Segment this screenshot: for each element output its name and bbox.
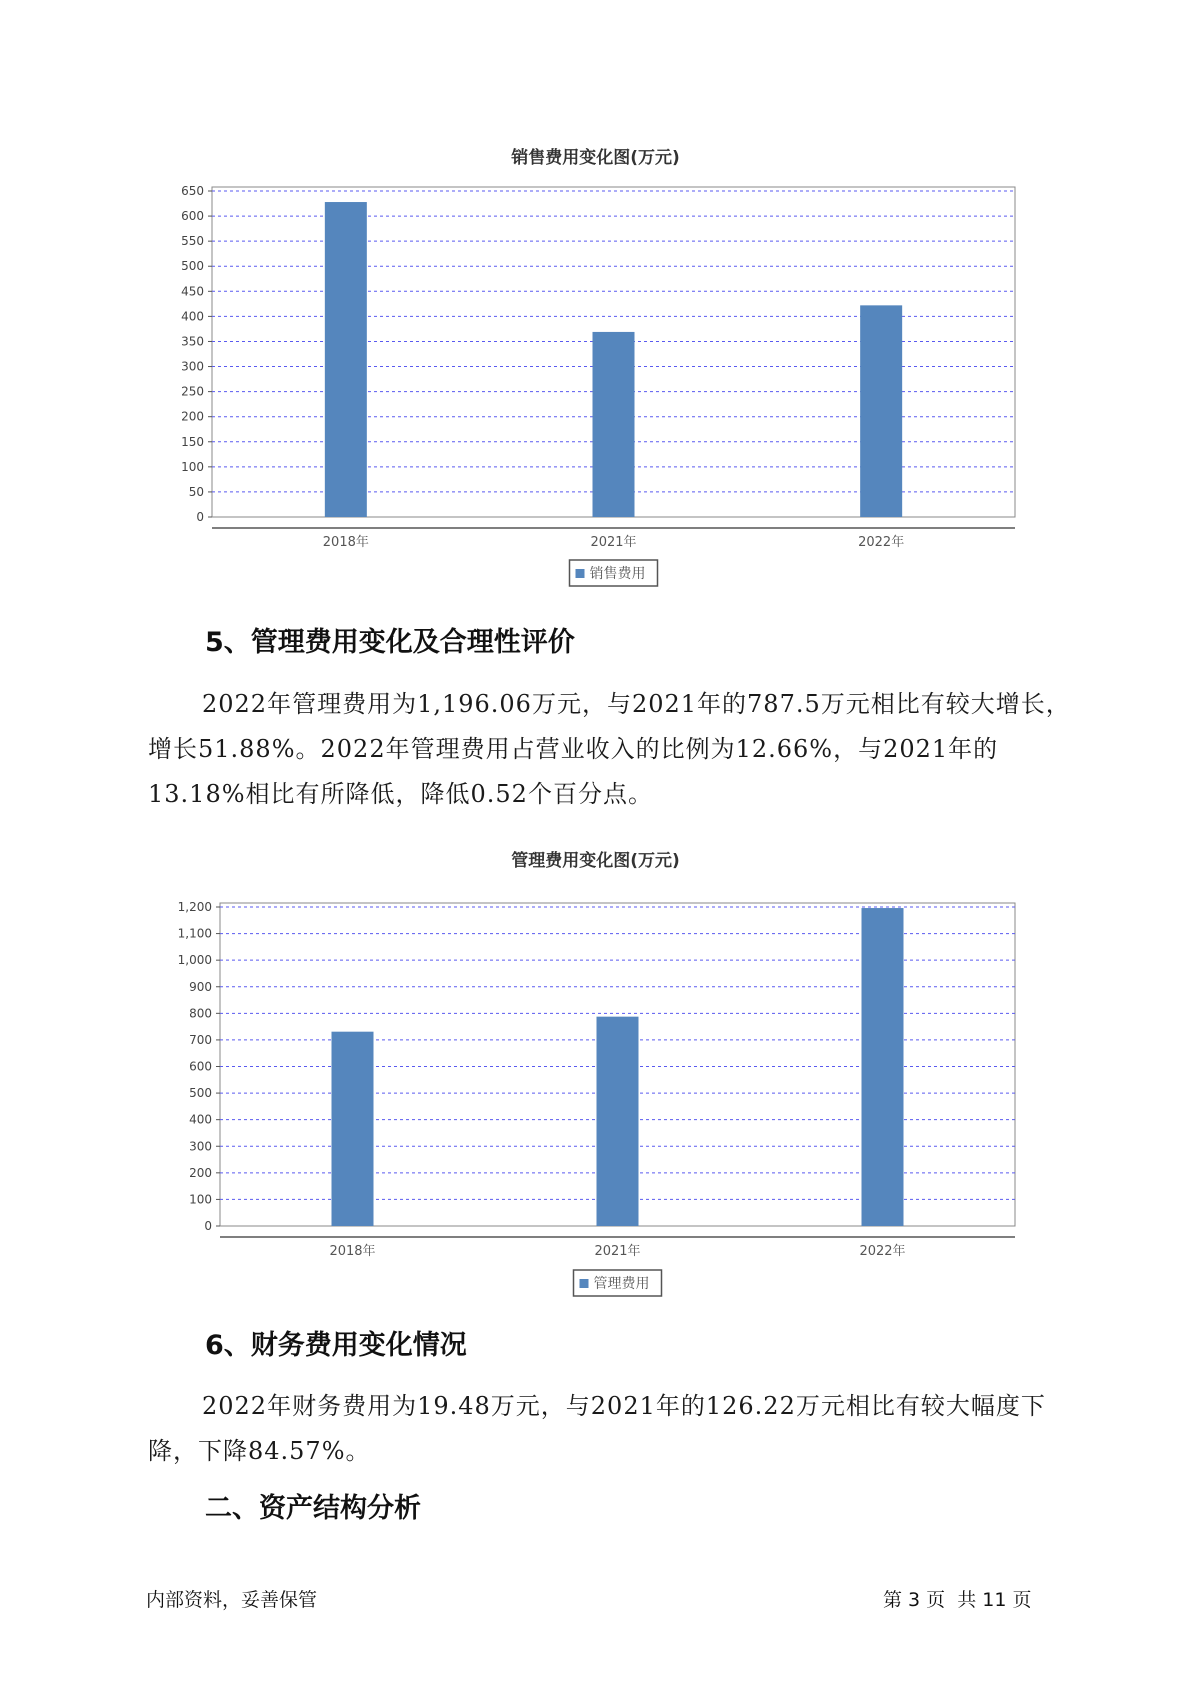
chart-title-sales: 销售费用变化图(万元) bbox=[511, 148, 680, 168]
bar-2021年 bbox=[597, 1017, 639, 1226]
bar-2018年 bbox=[332, 1032, 374, 1226]
footer-page-number: 第 3 页 共 11 页 bbox=[883, 1589, 1032, 1611]
x-tick-label: 2021年 bbox=[594, 1244, 641, 1259]
x-tick-label: 2022年 bbox=[859, 1244, 906, 1259]
y-tick-label: 1,200 bbox=[177, 900, 212, 914]
section-5-paragraph: 2022年管理费用为1,196.06万元，与2021年的787.5万元相比有较大增长，增长51.88%。2022年管理费用占营业收入的比例为12.66%，与2021年的13.18%相比有所降低，降低0.52个百分点。 bbox=[148, 690, 1071, 808]
y-tick-label: 1,100 bbox=[177, 926, 212, 941]
y-tick-label: 400 bbox=[189, 1112, 212, 1127]
y-tick-label: 100 bbox=[189, 1192, 212, 1207]
x-tick-label: 2018年 bbox=[322, 535, 369, 550]
bar-2022年 bbox=[862, 908, 904, 1226]
y-tick-label: 450 bbox=[181, 284, 204, 299]
y-tick-label: 800 bbox=[189, 1006, 212, 1021]
y-tick-label: 0 bbox=[196, 510, 204, 524]
x-tick-label: 2021年 bbox=[590, 535, 637, 550]
chart-title-admin: 管理费用变化图(万元) bbox=[511, 851, 680, 871]
section-2-heading: 二、资产结构分析 bbox=[205, 1493, 421, 1524]
y-tick-label: 350 bbox=[181, 334, 204, 349]
y-tick-label: 600 bbox=[181, 209, 204, 224]
x-tick-label: 2018年 bbox=[329, 1244, 376, 1259]
y-tick-label: 700 bbox=[189, 1032, 212, 1047]
y-tick-label: 500 bbox=[189, 1086, 212, 1101]
x-tick-label: 2022年 bbox=[858, 535, 905, 550]
y-tick-label: 1,000 bbox=[177, 953, 212, 968]
y-tick-label: 400 bbox=[181, 309, 204, 324]
y-tick-label: 200 bbox=[189, 1165, 212, 1180]
y-tick-label: 300 bbox=[189, 1139, 212, 1154]
y-tick-label: 650 bbox=[181, 184, 204, 198]
legend-label: 销售费用 bbox=[589, 566, 646, 582]
y-tick-label: 0 bbox=[204, 1219, 212, 1233]
y-tick-label: 550 bbox=[181, 234, 204, 249]
y-tick-label: 200 bbox=[181, 409, 204, 424]
y-tick-label: 900 bbox=[189, 979, 212, 994]
section-6-paragraph: 2022年财务费用为19.48万元，与2021年的126.22万元相比有较大幅度下降，下降84.57%。 bbox=[148, 1392, 1046, 1465]
footer-confidential: 内部资料，妥善保管 bbox=[146, 1589, 318, 1611]
y-tick-label: 300 bbox=[181, 359, 204, 374]
y-tick-label: 500 bbox=[181, 259, 204, 274]
y-tick-label: 100 bbox=[181, 459, 204, 474]
section-5-heading: 5、管理费用变化及合理性评价 bbox=[205, 627, 575, 658]
y-tick-label: 150 bbox=[181, 434, 204, 449]
section-6-heading: 6、财务费用变化情况 bbox=[205, 1330, 467, 1361]
y-tick-label: 50 bbox=[188, 484, 204, 499]
legend-swatch bbox=[580, 1279, 589, 1288]
y-tick-label: 250 bbox=[181, 384, 204, 399]
legend-label: 管理费用 bbox=[593, 1276, 650, 1292]
y-tick-label: 600 bbox=[189, 1059, 212, 1074]
